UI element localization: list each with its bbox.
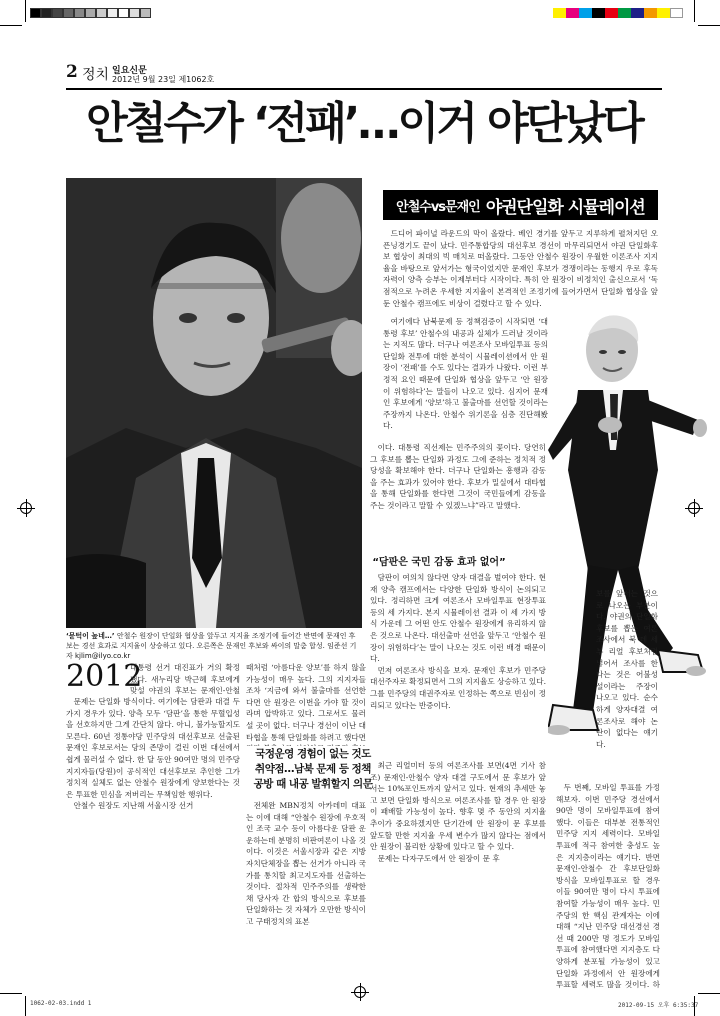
body-column-mid3 — [370, 760, 546, 992]
grayscale-swatches — [30, 8, 151, 18]
subtitle-part1: 안철수vs문재인 — [396, 199, 480, 215]
body-paragraph: 안철수 원장도 지난해 서울시장 선거 — [73, 801, 194, 811]
header-rule — [66, 88, 662, 90]
body-paragraph: 담판이 여의치 않다면 양자 대결을 벌여야 한다. 현재 양측 캠프에서는 다양한 단일화 방식이 논의되고 있다. 정리하면 크게 여론조사 모바일투표 현장투표 등의 세 가지다. 본지 시뮬레이션 결과 이 세 가지 방식 가운데 그 어떤 안도 안철수 원장에게 유리하지 않은 것으로 나온다. 대선출마 선언을 앞두고 ‘안철수 원장이 위험하다’는 말이 나오는 것도 이런 배경 때문이다. — [370, 573, 546, 664]
body-paragraph-first: 대통령 선거 대진표가 거의 확정됐다. 새누리당 박근혜 후보에게 맞설 야권의 후보는 문재인-안철 — [130, 663, 240, 696]
section-label: 정치 — [82, 67, 110, 83]
crop-mark — [0, 993, 22, 994]
drop-cap: 2012 — [66, 659, 143, 694]
subtitle-banner — [383, 190, 658, 220]
body-paragraph: 때처럼 ‘아름다운 양보’를 하지 않을 가능성이 매우 높다. 그의 지지자들조차 ‘지금에 와서 불출마를 선언한다면 안 원장은 이번을 가야 할 것이라며 압박하고 있다. 그로서도 물러설 곳이 없다. 더구나 경선이 이난 대타협을 통해 단일화를 하려고 했다면 — [246, 663, 366, 742]
body-column-left-intro — [130, 662, 240, 696]
body-paragraph: 전체완 MBN정치 아카데미 대표는 이에 대해 “안철수 원장에 우호적인 조국 교수 등이 아름다운 담판 운운하는데 분명히 비판여론이 나올 것이다. 이것은 서울시장과 같은 지방자치단체장을 뽑는 선거가 아니라 국가를 통치할 최고지도자를 선출하는 것이다. 절차적 민주주의를 생략한 채 당사자 간 합의 방식으로 후보를 단일화하는 것 자체가 오만한 방식이고 구태정치의 표본 — [246, 801, 366, 926]
paper-name: 일요신문 — [112, 66, 147, 76]
body-column-center-top — [246, 662, 366, 746]
page-number: 2 — [66, 62, 78, 82]
body-paragraph: 두 번째, 모바일 투표를 가정해보자. 이번 민주당 경선에서 90만 명이 모바일투표에 참여했다. 이들은 대부분 전통적인 민주당 지지 세력이다. 모바일투표에 적극 참여한 충성도 높은 지지층이라는 얘기다. 반면 문재인-안철수 간 후보단일화 방식을 모바일투표로 할 경우 이들 90여만 명이 다시 투표에 참여할 가능성이 매우 높다. 민주당의 한 핵심 관계자는 이에 대해 “지난 민주당 대선경선 경선 때 200만 명 정도가 모바일투표에 참여했다면 지지층도 다양하게 분포될 가능성이 있고 단일화 과정에서 안 원장에게 투표할 세력도 많을 것이다. 하 — [556, 783, 660, 990]
lead-text-lower — [383, 316, 548, 448]
side-pull-quote: 국정운영 경험이 없는 것도 취약점…남북 문제 등 정책 공방 때 내공 발휘할지 의문 — [253, 748, 373, 790]
body-paragraph: 이다. 대통령 직선제는 민주주의의 꽃이다. 당연히 그 후보를 뽑는 단일화 과정도 그에 준하는 정치적 정당성을 확보해야 한다. 더구나 단일화는 흥행과 감동을 주는 효과가 있어야 한다. 후보가 밀실에서 대타협을 통해 단일화를 한다면 그것이 국민들에게 감동을 주는 것이라고 말할 수 있겠느냐”라고 말했다. — [370, 443, 546, 510]
subtitle-part2: 야권단일화 시뮬레이션 — [485, 197, 645, 218]
body-column-right — [556, 782, 660, 992]
body-column-right-top — [596, 588, 658, 778]
pull-quote: “담판은 국민 감동 효과 없어” — [372, 557, 506, 568]
body-paragraph: 문제는 다자구도에서 안 원장이 문 후 — [377, 853, 500, 863]
photo-illustration — [66, 178, 362, 628]
file-slug: 1062-02-03.indd 1 — [30, 1000, 92, 1007]
crop-mark — [694, 0, 695, 22]
photo-ahn-cheolsoo — [66, 178, 362, 628]
body-column-mid — [370, 442, 546, 550]
crop-mark — [25, 996, 26, 1016]
body-paragraph: 최근 리얼미터 등의 여론조사를 보면(4면 기사 참조) 문재인-안철수 양자 대결 구도에서 문 후보가 앞서는 10%포인트까지 앞서고 있다. 현재의 추세만 놓고 보면 단일화 방식으로 여론조사를 할 경우 안 원장이 패배할 가능성이 높다. 향후 몇 주 동안의 지지율 추이가 중요하겠지만 단기간에 안 원장이 문 후보를 앞도할 만한 지지율 우세 변수가 많지 않다는 점에서 안 원장이 불리한 상황에 있다고 할 수 있다. — [370, 761, 546, 852]
headline: 안철수가 ‘전패’…이거 야단났다 — [86, 98, 642, 149]
body-paragraph: 문제는 단일화 방식이다. 여기에는 담판과 대결 두 가지 경우가 있다. 양측 모두 ‘담판’을 통한 무혈입성을 선호하지만 그게 간단치 않다. 아니, 불가능할지도 모른다. 60년 정통야당 민주당의 대선후보로 선출된 문재인 후보로서는 당의 존망이 걸린 이번 대선에서 쉽게 물러설 수 없다. 한 달 동안 90여만 명의 민주당 지지자들(당원)이 공식적인 대선후보로 추인한 그가 정치적 실체도 없는 안철수 원장에게 양보한다는 것은 투표한 민심을 저버리는 무책임한 행위다. — [66, 697, 240, 799]
caption-text: 안철수 원장이 단일화 협상을 앞두고 지지율 조정기에 들어간 반면에 문재인 후보는 경선 효과로 지지율이 상승하고 있다. 오른쪽은 문재인 후보와 싸이의 말춤 합성. — [66, 632, 356, 650]
registration-mark — [20, 502, 32, 514]
photo-caption — [66, 631, 362, 661]
body-column-center — [246, 800, 366, 992]
crop-mark — [698, 25, 720, 26]
issue-date: 2012년 9월 23일 제1062호 — [112, 75, 215, 84]
color-swatches — [553, 8, 683, 18]
caption-lead: ‘묻턱이 높네…’ — [66, 632, 115, 640]
caption-credit: 임준선 기자 kjlim@ilyo.co.kr — [66, 642, 357, 660]
crop-mark — [698, 993, 720, 994]
body-column-mid2 — [370, 572, 546, 760]
body-paragraph: 먼저 여론조사 방식을 보자. 문재인 후보가 민주당 대선주자로 확정되면서 그의 지지율도 상승하고 있다. 그를 민주당의 대권주자로 인정하는 쪽으로 빈심이 정리되고 있다는 반증이다. — [370, 665, 546, 710]
body-column-left — [66, 696, 240, 992]
body-paragraph: 보를 앞서는 것으로 나오는 부분이다. 야권의 단일화 후보를 뽑는 여론조사에서 북 데 세부 리얼 후보처럼 넣어서 조사를 한다는 것은 어불성설이라는 주장이 나오고 있다. 순수하게 양자대결 여론조사로 해야 논란이 없다는 얘기다. — [596, 589, 658, 749]
print-timestamp: 2012-09-15 오후 6:35:37 — [618, 1002, 699, 1009]
lead-paragraph: 여기에다 남북문제 등 정책검증이 시작되면 ‘대통령 후보’ 안철수의 내공과 실체가 드러날 것이라는 지적도 많다. 더구나 여론조사 모바일투표 등의 단일화 전투에 대한 분석이 시뮬레이션에서 안 원장이 ‘전패’를 수도 있다는 결과가 나왔다. 이런 부정적 요인 때문에 단일화 협상을 앞두고 ‘안 원장이 위험하다’는 말들이 나오고 있다. 심지어 문재인 후보에게 ‘양보’하고 불출마를 선언할 것이라는 주장까지 나온다. 안철수 위기론을 심층 진단해봤다. — [383, 317, 548, 431]
crop-mark — [0, 25, 22, 26]
lead-text-upper — [383, 228, 658, 314]
crop-mark — [25, 0, 26, 22]
lead-paragraph: 드디어 파이널 라운드의 막이 올랐다. 베인 경기를 앞두고 지루하게 펼쳐지던 오픈닝경기도 끝이 났다. 민주통합당의 대선후보 경선이 마무리되면서 야권 단일화후보 협상이 최대의 빅 매치로 떠올랐다. 그동안 안철수 원장이 우월한 이론조사 지지율을 바탕으로 앞서가는 형국이었지만 문재인 후보가 경쟁이라는 동행지 우로 후독 자력이 양측 승부는 이제부터다 시작이다. 특히 안 원장이 비정치인 출신으로서 ‘독점적으로 누려온 우세한 지지율이 본격적인 조정기에 들어가면서 단일화 협상을 앞둔 안철수 캠프에도 비상이 걸렸다고 할 수 있다. — [383, 229, 658, 308]
